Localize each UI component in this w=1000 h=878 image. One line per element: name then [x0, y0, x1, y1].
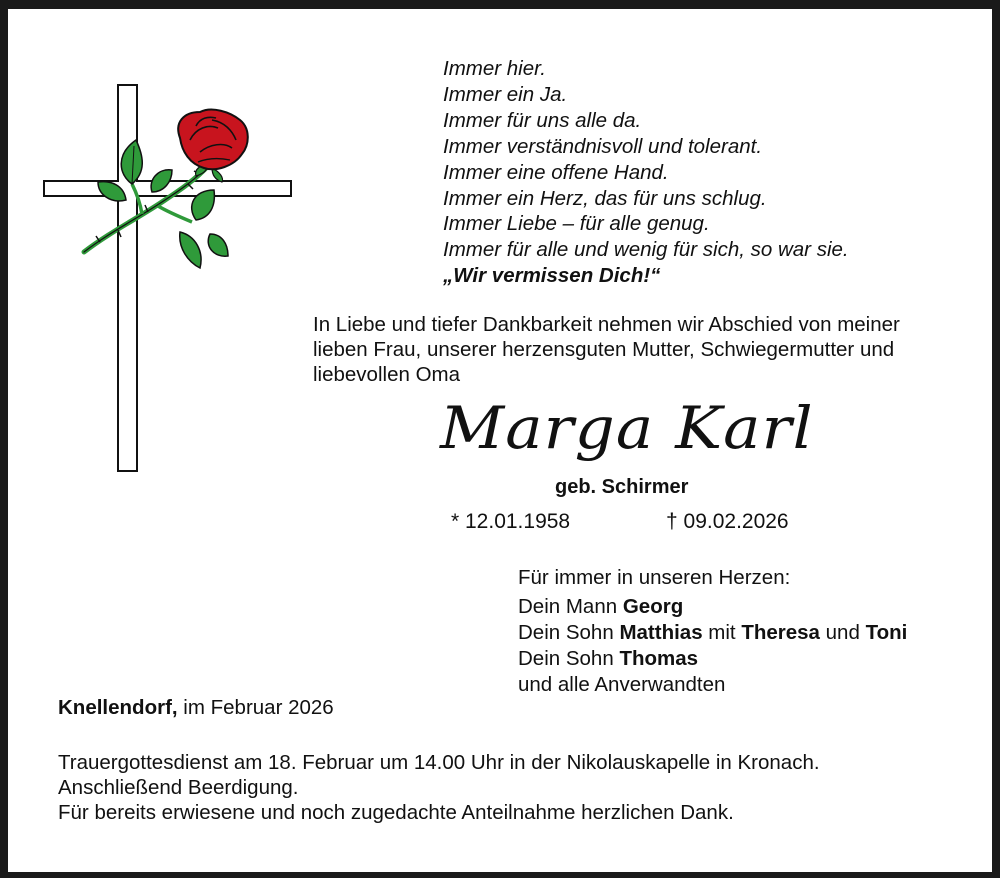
mourner-son: [518, 646, 907, 672]
deceased-name: Marga Karl: [440, 394, 814, 462]
cross-icon: [44, 85, 291, 471]
cross-with-rose-illustration: [40, 82, 296, 474]
service-line: Für bereits erwiesene und noch zugedachte Anteilnahme herzlichen Dank.: [58, 801, 734, 824]
mourner-connector: mit: [702, 621, 742, 644]
intro-text: [313, 312, 900, 387]
mourner-name: Thomas: [619, 647, 699, 670]
poem-line: Immer verständnisvoll und tolerant.: [443, 134, 763, 158]
birth-date: * 12.01.1958: [451, 510, 571, 533]
poem-line: Immer Liebe – für alle genug.: [443, 212, 710, 236]
poem-line: Immer ein Ja.: [443, 82, 568, 106]
mourner-relation: Dein Mann: [518, 595, 623, 618]
service-line: Trauergottesdienst am 18. Februar um 14.00 Uhr in der Nikolauskapelle in Kronach.: [58, 751, 820, 774]
mourner-name: Matthias: [619, 621, 703, 644]
mourner-relatives: und alle Anverwandten: [518, 673, 726, 696]
death-date: † 09.02.2026: [666, 510, 789, 533]
mourner-name: Georg: [622, 595, 684, 618]
mourner-name: Toni: [865, 621, 908, 644]
poem-line: Immer ein Herz, das für uns schlug.: [443, 186, 767, 210]
mourner-relation: Dein Sohn: [518, 647, 620, 670]
poem-line: Immer eine offene Hand.: [443, 160, 669, 184]
mourners-list: [518, 565, 907, 698]
intro-line: liebevollen Oma: [313, 363, 460, 386]
service-info: [58, 750, 820, 825]
place-town: Knellendorf,: [58, 696, 178, 719]
poem-line: Immer für uns alle da.: [443, 108, 642, 132]
intro-line: lieben Frau, unserer herzensguten Mutter, Schwiegermutter und: [313, 338, 895, 361]
place-date: im Februar 2026: [177, 696, 334, 719]
intro-line: In Liebe und tiefer Dankbarkeit nehmen wir Abschied von meiner: [313, 313, 900, 336]
maiden-name: geb. Schirmer: [555, 476, 689, 498]
place-and-date: [58, 695, 334, 721]
mourner-relation: Dein Sohn: [518, 621, 620, 644]
poem-line: Immer hier.: [443, 57, 546, 80]
poem: [443, 56, 849, 289]
mourners-heading: Für immer in unseren Herzen:: [518, 566, 791, 589]
mourner-husband: [518, 594, 907, 620]
poem-line: Immer für alle und wenig für sich, so war sie.: [443, 238, 849, 262]
mourner-name: Theresa: [741, 621, 820, 644]
mourner-connector: und: [819, 621, 866, 644]
mourner-son: [518, 620, 907, 646]
service-line: Anschließend Beerdigung.: [58, 776, 299, 799]
poem-motto: „Wir vermissen Dich!“: [443, 264, 661, 288]
